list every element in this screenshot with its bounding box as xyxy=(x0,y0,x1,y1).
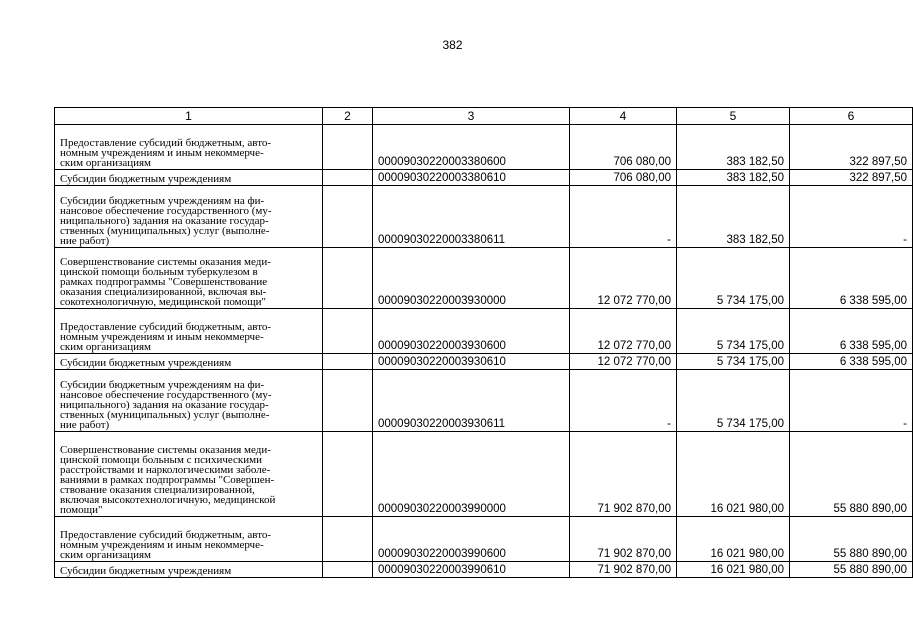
row-code: 00009030220003930000 xyxy=(373,248,570,309)
row-name-text: Предоставление субсидий бюджетным, авто- номным учреждениям и иным некоммерче- ским организациям xyxy=(60,321,272,353)
row-col2 xyxy=(323,125,373,170)
row-value-col5: 16 021 980,00 xyxy=(677,432,790,517)
row-name-text: Субсидии бюджетным учреждениям на фи- нансовое обеспечение государственного (му- ниципального) задания на оказание государ- ственных (муниципальных) услуг (выполне- ние работ) xyxy=(60,195,272,247)
row-col2 xyxy=(323,517,373,562)
row-code: 00009030220003930611 xyxy=(373,370,570,432)
row-value-col4: - xyxy=(570,186,677,248)
row-col2 xyxy=(323,170,373,186)
row-name-text: Субсидии бюджетным учреждениям на фи- нансовое обеспечение государственного (му- ниципального) задания на оказание государ- ственных (муниципальных) услуг (выполне- ние работ) xyxy=(60,379,272,431)
row-value-col5: 5 734 175,00 xyxy=(677,354,790,370)
row-value-col4: 706 080,00 xyxy=(570,125,677,170)
row-value-col6: 322 897,50 xyxy=(790,125,913,170)
row-value-col6: 6 338 595,00 xyxy=(790,354,913,370)
row-col2 xyxy=(323,186,373,248)
row-col2 xyxy=(323,248,373,309)
header-col-2: 2 xyxy=(323,108,373,125)
row-col2 xyxy=(323,562,373,578)
row-name xyxy=(55,562,323,578)
row-code: 00009030220003990000 xyxy=(373,432,570,517)
row-value-col5: 383 182,50 xyxy=(677,186,790,248)
row-value-col4: 71 902 870,00 xyxy=(570,517,677,562)
row-value-col6: 322 897,50 xyxy=(790,170,913,186)
table-row xyxy=(55,248,913,309)
row-name xyxy=(55,186,323,248)
row-code: 00009030220003380611 xyxy=(373,186,570,248)
row-value-col5: 16 021 980,00 xyxy=(677,517,790,562)
row-name-text: Субсидии бюджетным учреждениям xyxy=(60,565,232,577)
row-value-col6: 6 338 595,00 xyxy=(790,248,913,309)
row-name-text: Предоставление субсидий бюджетным, авто- номным учреждениям и иным некоммерче- ским организациям xyxy=(60,529,272,561)
table-row xyxy=(55,186,913,248)
header-row xyxy=(55,108,913,125)
row-value-col4: 706 080,00 xyxy=(570,170,677,186)
row-name xyxy=(55,517,323,562)
row-name xyxy=(55,125,323,170)
header-col-1: 1 xyxy=(55,108,323,125)
header-col-6: 6 xyxy=(790,108,913,125)
row-name xyxy=(55,432,323,517)
row-value-col5: 5 734 175,00 xyxy=(677,370,790,432)
row-name-text: Субсидии бюджетным учреждениям xyxy=(60,357,232,369)
row-code: 00009030220003990600 xyxy=(373,517,570,562)
row-value-col5: 383 182,50 xyxy=(677,170,790,186)
row-value-col6: 6 338 595,00 xyxy=(790,309,913,354)
row-col2 xyxy=(323,309,373,354)
row-value-col6: 55 880 890,00 xyxy=(790,562,913,578)
row-code: 00009030220003930610 xyxy=(373,354,570,370)
row-col2 xyxy=(323,370,373,432)
row-name-text: Предоставление субсидий бюджетным, авто- номным учреждениям и иным некоммерче- ским организациям xyxy=(60,137,272,169)
table-row xyxy=(55,370,913,432)
page-number: 382 xyxy=(442,38,463,52)
row-value-col6: - xyxy=(790,186,913,248)
row-code: 00009030220003380600 xyxy=(373,125,570,170)
row-value-col4: 12 072 770,00 xyxy=(570,354,677,370)
row-value-col6: - xyxy=(790,370,913,432)
table-row xyxy=(55,354,913,370)
table-row xyxy=(55,170,913,186)
row-value-col6: 55 880 890,00 xyxy=(790,432,913,517)
header-col-5: 5 xyxy=(677,108,790,125)
budget-table xyxy=(54,107,913,578)
row-name xyxy=(55,309,323,354)
row-name-text: Совершенствование системы оказания меди- цинской помощи больным туберкулезом в рамках подпрограммы "Совершенствование оказания специализированной, включая вы- сокотехнологичную, медицинской помощи" xyxy=(60,256,271,308)
table-row xyxy=(55,562,913,578)
row-name xyxy=(55,170,323,186)
row-name-text: Субсидии бюджетным учреждениям xyxy=(60,173,232,185)
row-col2 xyxy=(323,354,373,370)
row-name xyxy=(55,354,323,370)
row-code: 00009030220003930600 xyxy=(373,309,570,354)
row-value-col4: - xyxy=(570,370,677,432)
row-value-col4: 71 902 870,00 xyxy=(570,562,677,578)
row-name-text: Совершенствование системы оказания меди- цинской помощи больным с психическими расстройствами и наркологическими заболе- ваниями в рамках подпрограммы "Совершен- ствование оказания специализированной, включая высокотехнологичную, медицинской помощи" xyxy=(60,444,276,516)
row-value-col6: 55 880 890,00 xyxy=(790,517,913,562)
row-name xyxy=(55,370,323,432)
table-row xyxy=(55,125,913,170)
header-col-3: 3 xyxy=(373,108,570,125)
table-row xyxy=(55,432,913,517)
table-body xyxy=(55,108,913,578)
row-code: 00009030220003380610 xyxy=(373,170,570,186)
table-row xyxy=(55,517,913,562)
row-value-col5: 5 734 175,00 xyxy=(677,309,790,354)
row-value-col5: 383 182,50 xyxy=(677,125,790,170)
row-col2 xyxy=(323,432,373,517)
row-name xyxy=(55,248,323,309)
row-value-col4: 71 902 870,00 xyxy=(570,432,677,517)
row-value-col4: 12 072 770,00 xyxy=(570,309,677,354)
header-col-4: 4 xyxy=(570,108,677,125)
table-row xyxy=(55,309,913,354)
row-value-col5: 16 021 980,00 xyxy=(677,562,790,578)
row-value-col4: 12 072 770,00 xyxy=(570,248,677,309)
row-value-col5: 5 734 175,00 xyxy=(677,248,790,309)
row-code: 00009030220003990610 xyxy=(373,562,570,578)
